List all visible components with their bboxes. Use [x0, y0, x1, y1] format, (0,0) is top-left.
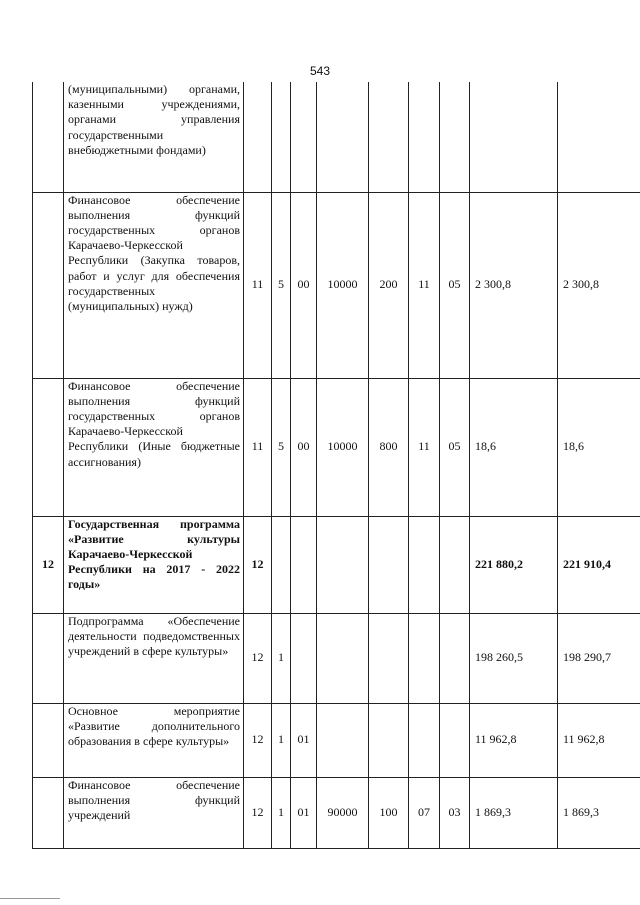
- row-number: [33, 613, 64, 703]
- code-subprogram: 1: [272, 703, 291, 777]
- row-number: [33, 703, 64, 777]
- table-row: [33, 192, 640, 378]
- row-name: (муниципальными) органами, казенными учреждениями, органами управления государственными внебюджетными фондами): [64, 82, 244, 192]
- code-event: [291, 516, 317, 613]
- code-chapter: 11: [409, 192, 440, 378]
- row-name: Финансовое обеспечение выполнения функций государственных органов Карачаево-Черкесской Республики (Закупка товаров, работ и услуг для обеспечения государственных (муниципальных) нужд): [64, 192, 244, 378]
- code-subsection: 05: [440, 378, 470, 516]
- code-section: 11: [244, 378, 272, 516]
- row-name: Финансовое обеспечение выполнения функций учреждений: [64, 777, 244, 848]
- code-chapter: [409, 703, 440, 777]
- amount-year-2: [558, 82, 640, 192]
- row-number: 12: [33, 516, 64, 613]
- code-direction: [317, 82, 369, 192]
- code-expense-type: 200: [369, 192, 409, 378]
- code-subprogram: 1: [272, 777, 291, 848]
- amount-year-1: 198 260,5: [470, 613, 558, 703]
- amount-year-1: 1 869,3: [470, 777, 558, 848]
- amount-year-2: 221 910,4: [558, 516, 640, 613]
- code-section: 12: [244, 613, 272, 703]
- amount-year-1: 18,6: [470, 378, 558, 516]
- code-subsection: [440, 516, 470, 613]
- row-name: Государственная программа «Развитие культуры Карачаево-Черкесской Республики на 2017 - 2022 годы»: [64, 516, 244, 613]
- scan-mark: [0, 898, 60, 899]
- code-chapter: 11: [409, 378, 440, 516]
- table-row: [33, 82, 640, 192]
- table-row: [33, 703, 640, 777]
- code-expense-type: 100: [369, 777, 409, 848]
- code-section: 12: [244, 777, 272, 848]
- row-number: [33, 192, 64, 378]
- row-number: [33, 777, 64, 848]
- code-subprogram: 5: [272, 378, 291, 516]
- code-chapter: [409, 82, 440, 192]
- amount-year-2: 11 962,8: [558, 703, 640, 777]
- amount-year-2: 198 290,7: [558, 613, 640, 703]
- code-subprogram: 1: [272, 613, 291, 703]
- table-row: [33, 613, 640, 703]
- code-subsection: [440, 82, 470, 192]
- code-subprogram: [272, 516, 291, 613]
- row-number: [33, 378, 64, 516]
- code-event: [291, 82, 317, 192]
- table-row: [33, 516, 640, 613]
- code-event: 00: [291, 378, 317, 516]
- code-event: 01: [291, 777, 317, 848]
- amount-year-2: 18,6: [558, 378, 640, 516]
- code-direction: 10000: [317, 378, 369, 516]
- code-expense-type: 800: [369, 378, 409, 516]
- code-direction: 90000: [317, 777, 369, 848]
- code-direction: 10000: [317, 192, 369, 378]
- row-name: Подпрограмма «Обеспечение деятельности подведомственных учреждений в сфере культуры»: [64, 613, 244, 703]
- code-chapter: [409, 613, 440, 703]
- code-expense-type: [369, 613, 409, 703]
- amount-year-2: 1 869,3: [558, 777, 640, 848]
- code-chapter: [409, 516, 440, 613]
- code-subsection: 05: [440, 192, 470, 378]
- amount-year-1: 11 962,8: [470, 703, 558, 777]
- row-name: Основное мероприятие «Развитие дополнительного образования в сфере культуры»: [64, 703, 244, 777]
- code-subsection: 03: [440, 777, 470, 848]
- row-name: Финансовое обеспечение выполнения функций государственных органов Карачаево-Черкесской Республики (Иные бюджетные ассигнования): [64, 378, 244, 516]
- code-event: 00: [291, 192, 317, 378]
- code-subsection: [440, 703, 470, 777]
- code-subsection: [440, 613, 470, 703]
- amount-year-1: [470, 82, 558, 192]
- code-event: 01: [291, 703, 317, 777]
- page-number: 543: [309, 64, 331, 78]
- code-section: 12: [244, 516, 272, 613]
- code-subprogram: 5: [272, 192, 291, 378]
- code-direction: [317, 703, 369, 777]
- budget-table: [32, 82, 640, 849]
- amount-year-1: 221 880,2: [470, 516, 558, 613]
- code-section: 12: [244, 703, 272, 777]
- table-row: [33, 777, 640, 848]
- code-chapter: 07: [409, 777, 440, 848]
- code-section: 11: [244, 192, 272, 378]
- code-expense-type: [369, 703, 409, 777]
- amount-year-2: 2 300,8: [558, 192, 640, 378]
- code-expense-type: [369, 82, 409, 192]
- amount-year-1: 2 300,8: [470, 192, 558, 378]
- row-number: [33, 82, 64, 192]
- code-expense-type: [369, 516, 409, 613]
- code-section: [244, 82, 272, 192]
- table-row: [33, 378, 640, 516]
- code-subprogram: [272, 82, 291, 192]
- code-direction: [317, 516, 369, 613]
- code-direction: [317, 613, 369, 703]
- code-event: [291, 613, 317, 703]
